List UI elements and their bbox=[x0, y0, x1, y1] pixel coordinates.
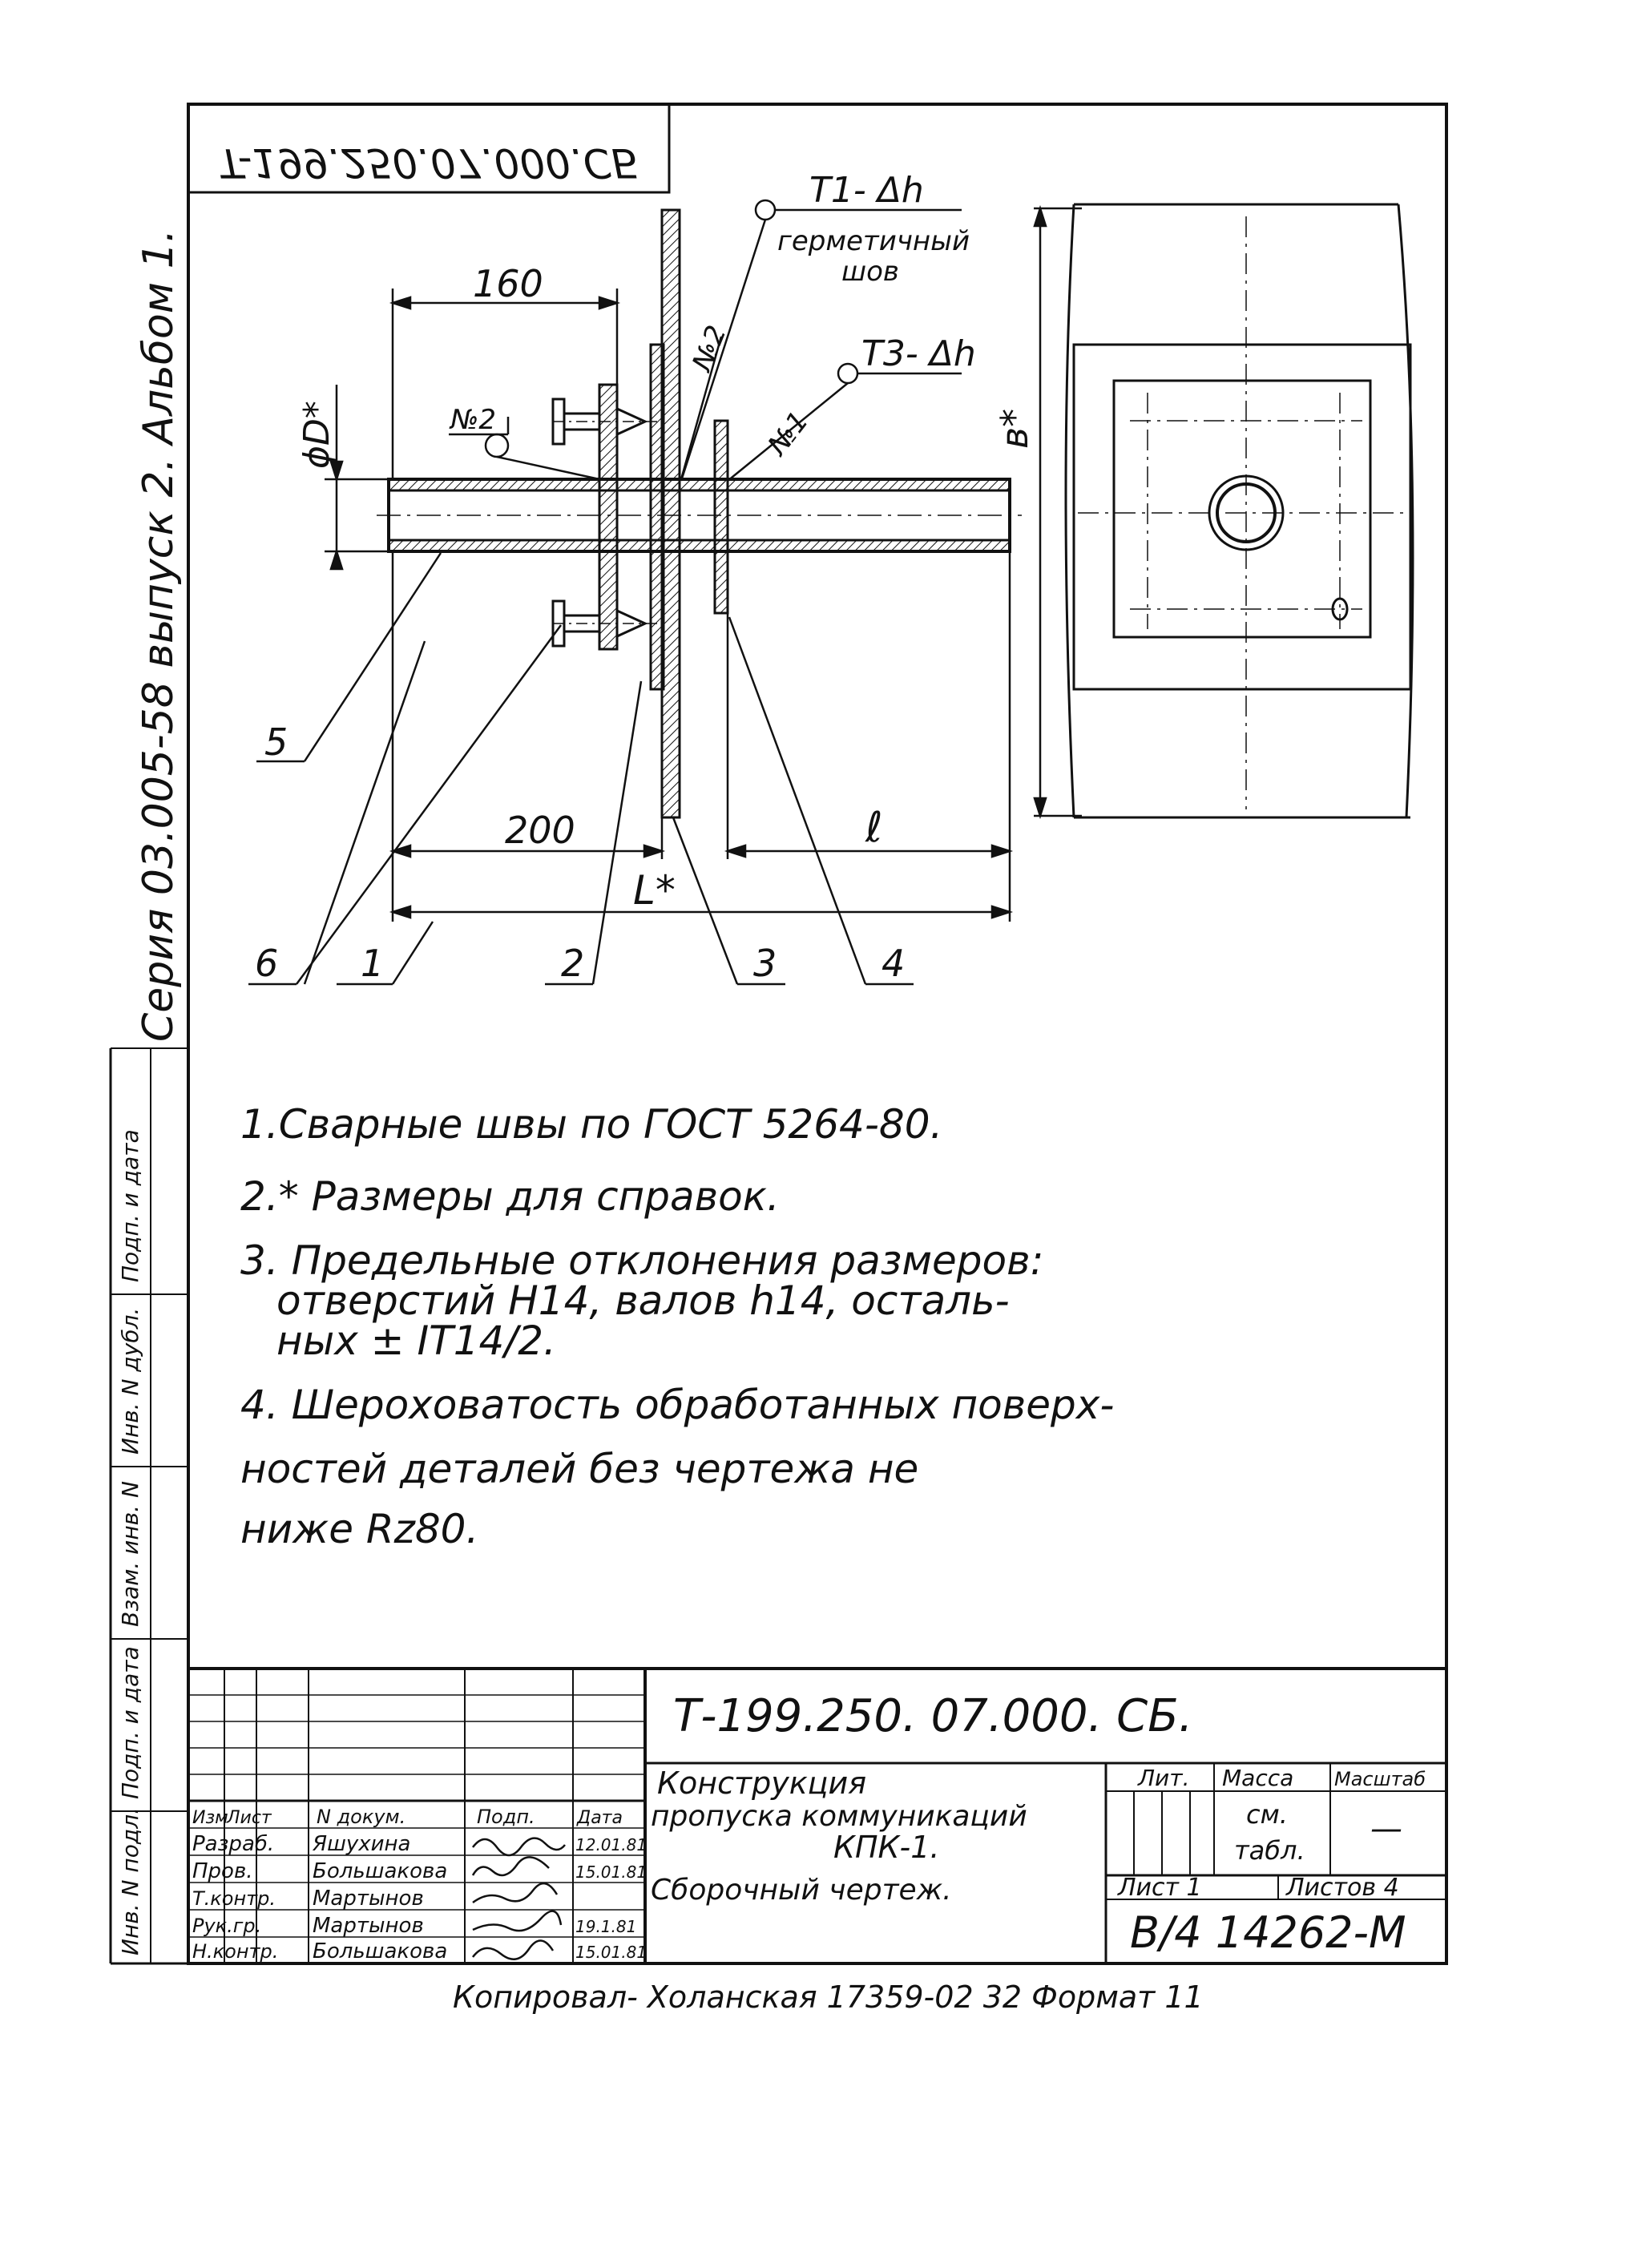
dim-l: ℓ bbox=[865, 804, 883, 852]
note-3-line-2: отверстий Н14, валов h14, осталь- bbox=[276, 1277, 1010, 1324]
side-plate-inner bbox=[1114, 381, 1370, 637]
top-code-mirrored: T-199.250.07.000.СБ bbox=[218, 139, 639, 186]
staff-rows bbox=[192, 1832, 647, 1963]
weld-t1-note-1: герметичный bbox=[777, 225, 970, 257]
callout-3: 3 bbox=[753, 942, 777, 985]
strip-label-2: Подп. и дата bbox=[117, 1646, 143, 1799]
date-4: 19.1.81 bbox=[575, 1917, 637, 1936]
masshtab-label: Масштаб bbox=[1334, 1768, 1426, 1790]
strip-label-1: Инв. N подл. bbox=[117, 1807, 143, 1955]
callout-1: 1 bbox=[361, 942, 385, 985]
hdr-data: Дата bbox=[577, 1808, 623, 1828]
doc-code: Т-199.250. 07.000. СБ. bbox=[673, 1690, 1193, 1742]
title-line-1: Конструкция bbox=[657, 1766, 867, 1801]
dim-L: L* bbox=[633, 867, 676, 914]
date-5: 15.01.81 bbox=[575, 1943, 648, 1962]
role-4: Рук.гр. bbox=[192, 1915, 262, 1937]
collar-part-4 bbox=[715, 421, 728, 613]
callout-4: 4 bbox=[882, 942, 906, 985]
dim-200: 200 bbox=[505, 809, 575, 852]
signatures bbox=[473, 1838, 565, 1959]
copy-line: Копировал- Холанская 17359-02 32 Формат 11 bbox=[453, 1979, 1204, 2015]
weld-t1-label: Т1- Δh bbox=[809, 170, 924, 211]
role-2: Пров. bbox=[192, 1859, 253, 1883]
hdr-podp: Подп. bbox=[477, 1806, 535, 1828]
note-4-line-2: ностей деталей без чертежа не bbox=[240, 1446, 919, 1492]
hdr-list: Лист bbox=[227, 1808, 272, 1828]
series-label: Серия 03.005-58 выпуск 2. Альбом 1. bbox=[135, 228, 183, 1042]
strip-label-5: Подп. и дата bbox=[117, 1129, 143, 1282]
masshtab-value: — bbox=[1370, 1810, 1402, 1847]
name-5: Большакова bbox=[313, 1939, 448, 1963]
outer-frame bbox=[188, 104, 1446, 1963]
role-1: Разраб. bbox=[192, 1832, 275, 1856]
hdr-ndoc: N докум. bbox=[317, 1806, 406, 1828]
massa-value-2: табл. bbox=[1234, 1835, 1305, 1866]
sheet-number: Лист 1 bbox=[1118, 1874, 1202, 1902]
note-2: 2.* Размеры для справок. bbox=[240, 1173, 780, 1220]
callout-2: 2 bbox=[561, 942, 585, 985]
title-line-4: Сборочный чертеж. bbox=[651, 1874, 952, 1907]
date-2: 15.01.81 bbox=[575, 1862, 648, 1882]
callout-5: 5 bbox=[264, 720, 288, 764]
strip-label-3: Взам. инв. N bbox=[117, 1481, 143, 1627]
note-3: 3. Предельные отклонения размеров: bbox=[240, 1237, 1044, 1284]
title-line-3: КПК-1. bbox=[833, 1830, 940, 1865]
note-3-line-3: ных ± IT14/2. bbox=[276, 1318, 556, 1364]
sheets-total: Листов 4 bbox=[1286, 1874, 1399, 1902]
org-code: В/4 14262-М bbox=[1130, 1907, 1406, 1958]
hdr-izm: Изм bbox=[192, 1808, 228, 1828]
dimensions bbox=[325, 208, 1082, 922]
notes bbox=[240, 1101, 1114, 1552]
massa-value-1: см. bbox=[1246, 1799, 1288, 1830]
lit-label: Лит. bbox=[1138, 1765, 1190, 1791]
role-5: Н.контр. bbox=[192, 1940, 279, 1963]
name-1: Яшухина bbox=[313, 1832, 411, 1856]
name-4: Мартынов bbox=[313, 1914, 424, 1938]
name-2: Большакова bbox=[313, 1859, 448, 1883]
dim-D: ϕD* bbox=[297, 401, 337, 469]
dim-B: в* bbox=[993, 408, 1036, 449]
weld-no2-left: №2 bbox=[450, 404, 496, 436]
role-3: Т.контр. bbox=[192, 1887, 276, 1910]
note-4-line-3: ниже Rz80. bbox=[240, 1506, 479, 1552]
strip-label-4: Инв. N дубл. bbox=[117, 1307, 143, 1455]
name-3: Мартынов bbox=[313, 1887, 424, 1911]
weld-no2-vertical: №2 bbox=[686, 321, 733, 376]
callout-leaders bbox=[248, 553, 914, 984]
massa-label: Масса bbox=[1222, 1765, 1294, 1791]
side-view bbox=[1066, 204, 1413, 817]
weld-t3-label: Т3- Δh bbox=[861, 333, 976, 374]
embedded-plate bbox=[651, 345, 664, 689]
date-1: 12.01.81 bbox=[575, 1835, 648, 1854]
flange-part-2 bbox=[599, 385, 617, 649]
weld-t1-note-2: шов bbox=[841, 256, 899, 288]
note-4: 4. Шероховатость обработанных поверх- bbox=[240, 1382, 1115, 1428]
title-line-2: пропуска коммуникаций bbox=[651, 1800, 1027, 1833]
weld-no1: №1 bbox=[761, 405, 816, 462]
callout-6: 6 bbox=[255, 942, 279, 985]
note-1: 1.Сварные швы по ГОСТ 5264-80. bbox=[240, 1101, 943, 1148]
dim-160: 160 bbox=[473, 262, 543, 305]
